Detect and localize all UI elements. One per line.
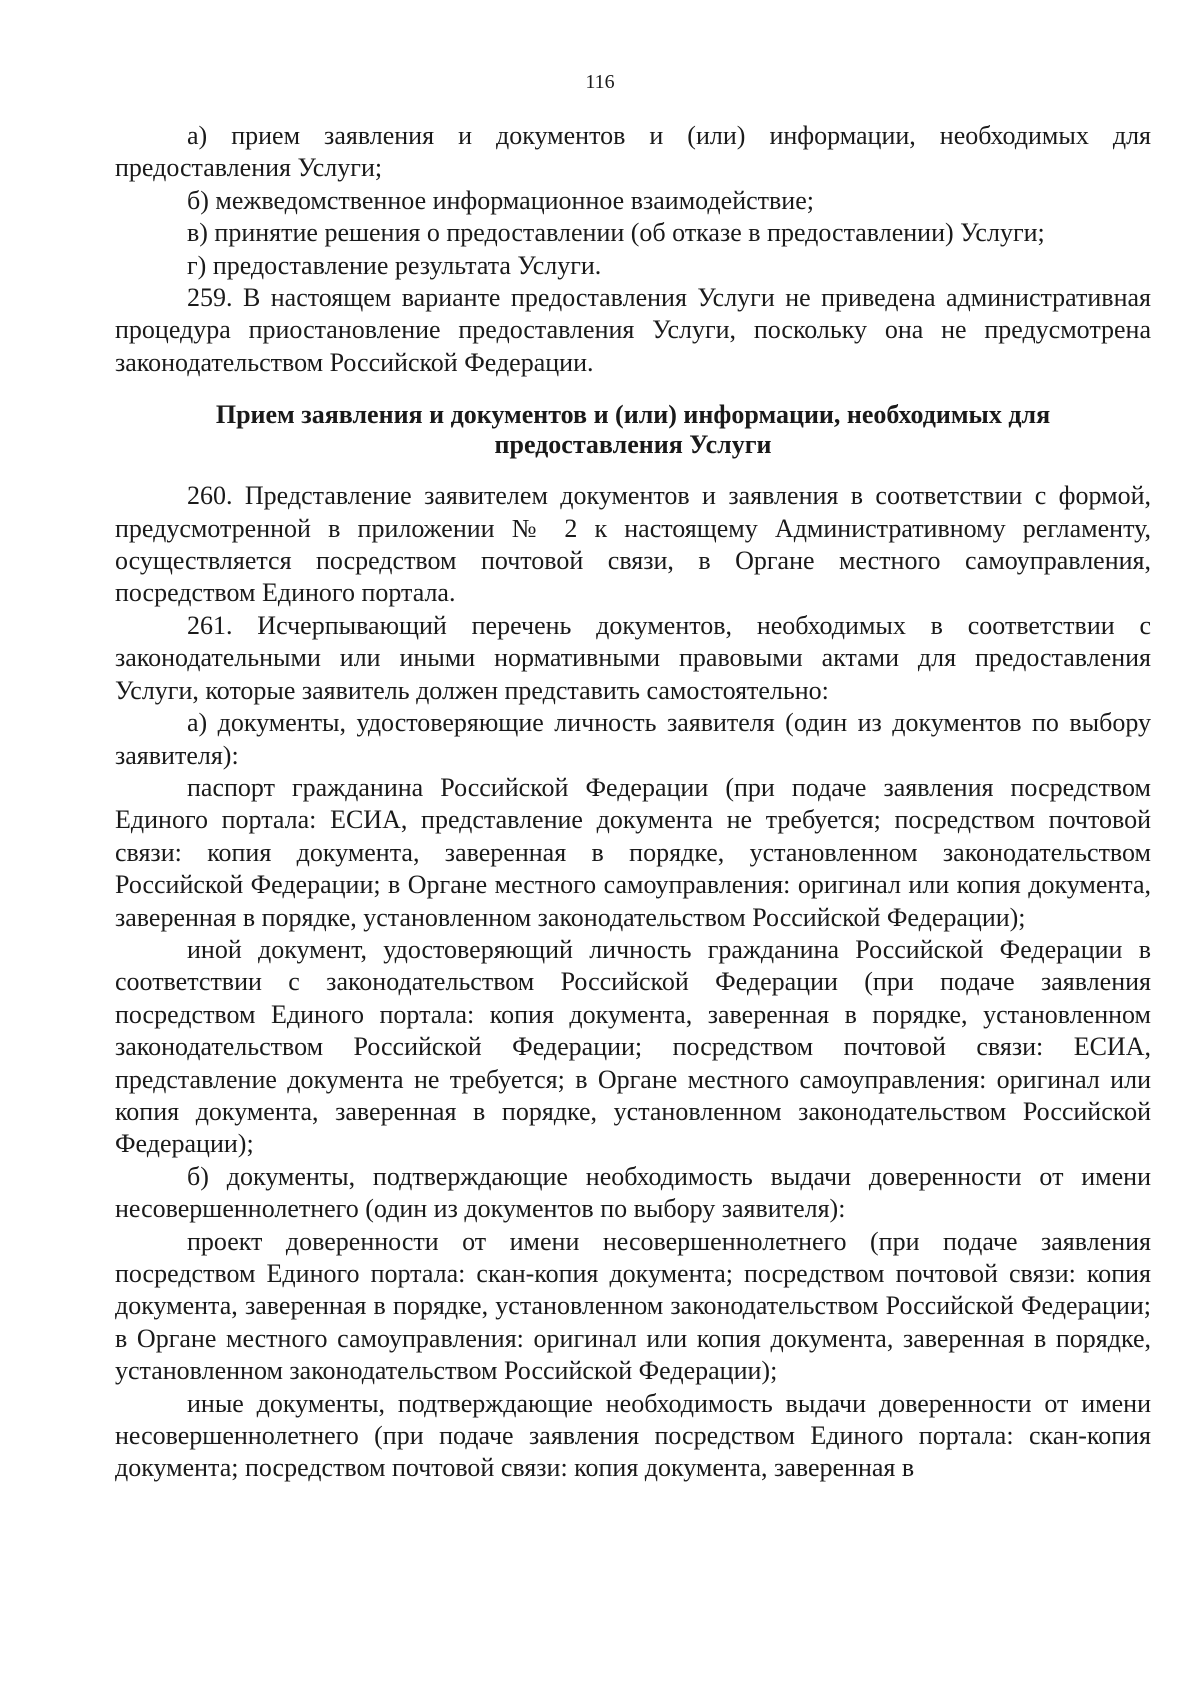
paragraph-item-v: в) принятие решения о предоставлении (об отказе в предоставлении) Услуги; <box>187 218 1045 248</box>
paragraph-passport: паспорт гражданина Российской Федерации (при подаче заявления посредством Единого портала: ЕСИА, представление документа не требуется; посредством почтовой связи: копия документа, заверенная в порядке, установленном законодательством Российской Федерации; в Органе местного самоуправления: оригинал или копия документа, заверенная в порядке, установленном законодательством Российской Федерации); <box>115 772 1151 932</box>
paragraph-docs-identity: а) документы, удостоверяющие личность заявителя (один из документов по выбору заявителя): <box>115 708 1151 770</box>
paragraph-item-a: а) прием заявления и документов и (или) информации, необходимых для предоставления Услуги; <box>115 121 1151 183</box>
paragraph-other-identity-doc: иной документ, удостоверяющий личность гражданина Российской Федерации в соответствии с законодательством Российской Федерации (при подаче заявления посредством Единого портала: копия документа, заверенная в порядке, установленном законодательством Российской Федерации; посредством почтовой связи: ЕСИА, представление документа не требуется; в Органе местного самоуправления: оригинал или копия документа, заверенная в порядке, установленном законодательством Российской Федерации); <box>115 934 1151 1159</box>
paragraph-draft-power-of-attorney: проект доверенности от имени несовершеннолетнего (при подаче заявления посредством Единого портала: скан-копия документа; посредством почтовой связи: копия документа, заверенная в порядке, установленном законодательством Российской Федерации; в Органе местного самоуправления: оригинал или копия документа, заверенная в порядке, установленном законодательством Российской Федерации); <box>115 1226 1151 1386</box>
paragraph-docs-power-of-attorney: б) документы, подтверждающие необходимость выдачи доверенности от имени несовершеннолетнего (один из документов по выбору заявителя): <box>115 1161 1151 1224</box>
paragraph-259: 259. В настоящем варианте предоставления Услуги не приведена административная процедура приостановление предоставления Услуги, поскольку она не предусмотрена законодательством Российской Федерации. <box>115 283 1151 377</box>
paragraph-260: 260. Представление заявителем документов и заявления в соответствии с формой, предусмотренной в приложении № 2 к настоящему Административному регламенту, осуществляется посредством почтовой связи, в Органе местного самоуправления, посредством Единого портала. <box>115 481 1151 608</box>
paragraph-other-docs: иные документы, подтверждающие необходимость выдачи доверенности от имени несовершеннолетнего (при подаче заявления посредством Единого портала: скан-копия документа; посредством почтовой связи: копия документа, заверенная в <box>115 1388 1151 1483</box>
paragraph-item-b: б) межведомственное информационное взаимодействие; <box>187 185 814 215</box>
paragraph-item-g: г) предоставление результата Услуги. <box>187 250 602 280</box>
page-number: 116 <box>585 71 615 93</box>
document-body <box>115 120 1151 1485</box>
section-heading <box>115 379 1151 480</box>
section-heading-line-1: Прием заявления и документов и (или) информации, необходимых для <box>215 400 1051 430</box>
paragraph-261: 261. Исчерпывающий перечень документов, необходимых в соответствии с законодательными или иными нормативными правовыми актами для предоставления Услуги, которые заявитель должен представить самостоятельно: <box>115 610 1151 705</box>
section-heading-line-2: предоставления Услуги <box>494 430 772 460</box>
